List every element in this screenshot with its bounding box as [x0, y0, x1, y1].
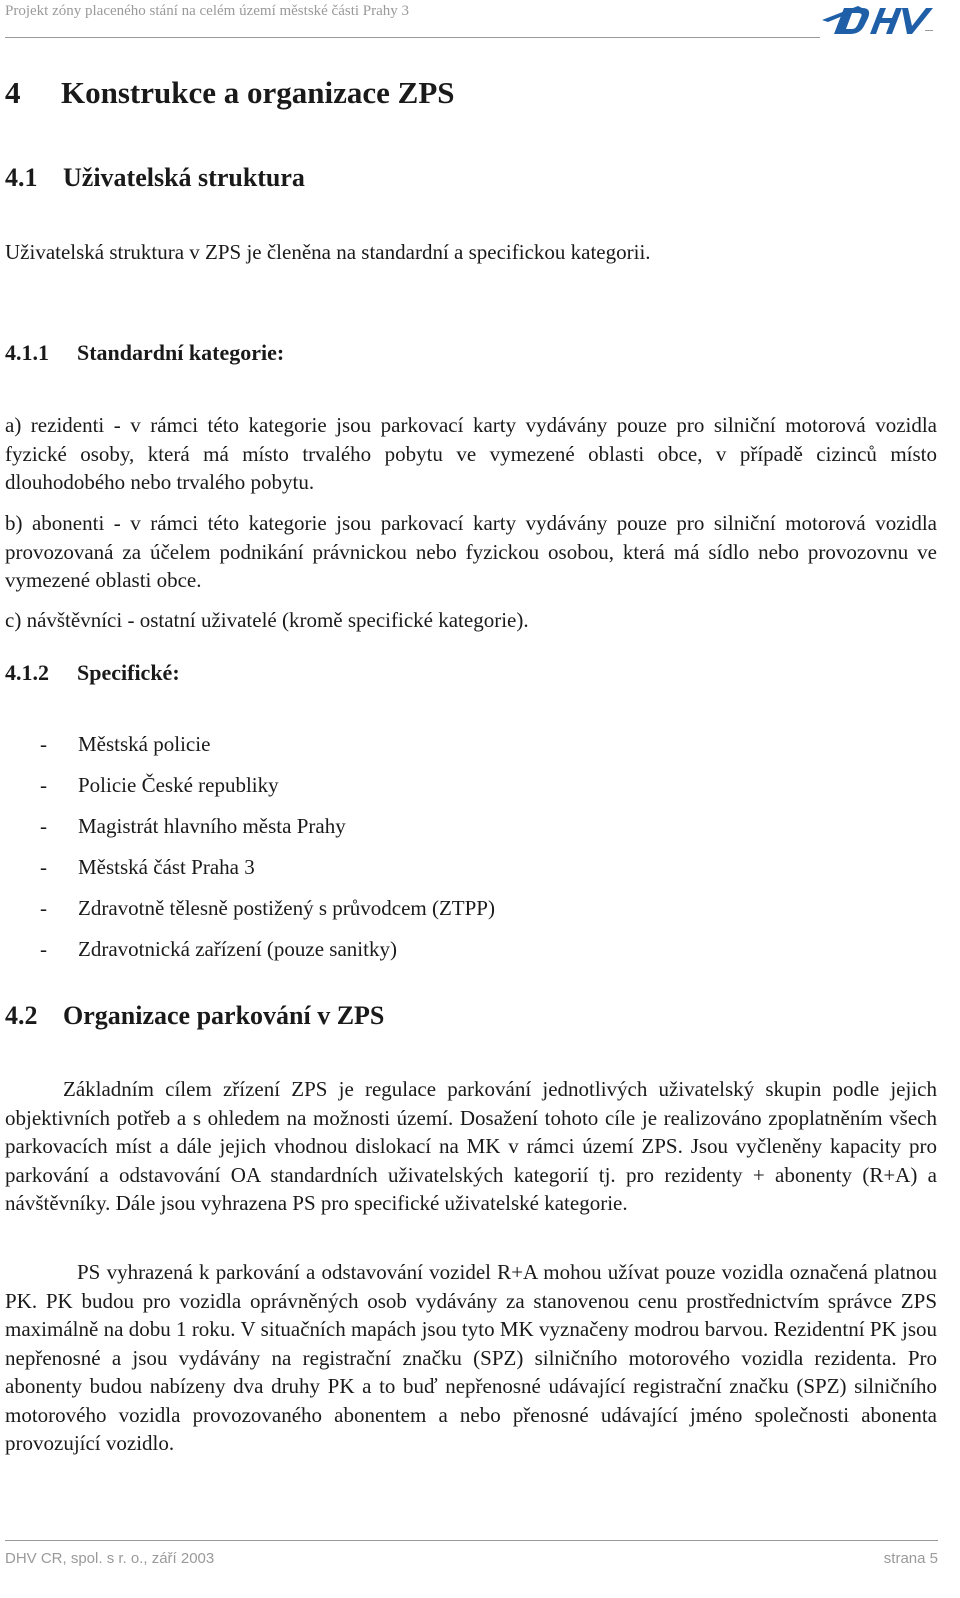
footer-company: DHV CR, spol. s r. o., září 2003: [5, 1550, 215, 1567]
footer-divider: [5, 1540, 938, 1541]
list-item-text: Městská policie: [78, 732, 211, 756]
paragraph-residents: a) rezidenti - v rámci této kategorie jsou parkovací karty vydávány pouze pro silniční motorová vozidla fyzické osoby, která má místo trvalého pobytu ve vymezené oblasti obce, v případě cizinců místo dlouhodobého nebo trvalého pobytu.: [5, 413, 937, 494]
dhv-logo-icon: [818, 0, 936, 38]
list-item-text: Zdravotně tělesně postižený s průvodcem (ZTPP): [78, 896, 495, 920]
list-item: - Zdravotnická zařízení (pouze sanitky): [40, 937, 397, 961]
page-number: strana 5: [883, 1550, 938, 1567]
list-item: - Městská policie: [40, 732, 211, 756]
running-header: Projekt zóny placeného stání na celém území městské části Prahy 3: [5, 3, 410, 19]
section-heading-4-2: [5, 1001, 384, 1031]
chapter-title: Konstrukce a organizace ZPS: [61, 75, 455, 110]
section-number: 4.2: [5, 1001, 38, 1030]
list-item: - Magistrát hlavního města Prahy: [40, 814, 346, 838]
paragraph-subscribers: b) abonenti - v rámci této kategorie jsou parkovací karty vydávány pouze pro silniční motorová vozidla provozovaná za účelem podnikání právnickou nebo fyzickou osobou, která má sídlo nebo provozovnu ve vymezené oblasti obce.: [5, 511, 937, 592]
chapter-number: 4: [5, 75, 21, 110]
subsection-number: 4.1.1: [5, 340, 49, 365]
list-item-text: Magistrát hlavního města Prahy: [78, 814, 346, 838]
section-title: Uživatelská struktura: [63, 163, 305, 192]
list-item-text: Policie České republiky: [78, 773, 279, 797]
chapter-heading: [5, 75, 455, 111]
list-item-text: Městská část Praha 3: [78, 855, 255, 879]
section-number: 4.1: [5, 163, 38, 192]
list-item: - Městská část Praha 3: [40, 855, 255, 879]
intro-paragraph: Uživatelská struktura v ZPS je členěna na standardní a specifickou kategorii.: [5, 240, 651, 264]
subsection-number: 4.1.2: [5, 660, 49, 685]
subsection-title: Specifické:: [77, 660, 180, 685]
paragraph-reserved-spaces: PS vyhrazená k parkování a odstavování vozidel R+A mohou užívat pouze vozidla označená platnou PK. PK budou pro vozidla oprávněných osob vydávány za stanovenou cenu prostřednictvím správce ZPS maximálně na dobu 1 roku. V situačních mapách jsou tyto MK vyznačeny modrou barvou. Rezidentní PK jsou nepřenosné a jsou vydávány na registrační značku (SPZ) silničního motorového vozidla rezidenta. Pro abonenty budou nabízeny dva druhy PK a to buď nepřenosné udávající registrační značku (SPZ) silničního motorového vozidla provozovaného abonentem a nebo přenosné udávající jméno společnosti abonenta provozující vozidlo.: [5, 1260, 937, 1455]
section-title: Organizace parkování v ZPS: [63, 1001, 385, 1030]
list-item: - Zdravotně tělesně postižený s průvodcem (ZTPP): [40, 896, 495, 920]
paragraph-organization-goal: Základním cílem zřízení ZPS je regulace parkování jednotlivých uživatelský skupin podle jejich objektivních potřeb a s ohledem na možnosti území. Dosažení tohoto cíle je realizováno zpoplatněním všech parkovacích míst a dále jejich vhodnou dislokací na MK v rámci území ZPS. Jsou vyčleněny kapacity pro parkování a odstavování OA standardních uživatelských kategorií tj. pro rezidenty + abonenty (R+A) a návštěvníky. Dále jsou vyhrazena PS pro specifické uživatelské kategorie.: [5, 1077, 937, 1215]
logo-mark: [822, 6, 933, 34]
logo-underline: [925, 30, 933, 31]
subsection-heading-4-1-2: [5, 660, 180, 686]
subsection-title: Standardní kategorie:: [77, 340, 285, 365]
specific-categories-list: [5, 729, 495, 975]
header-divider: [5, 37, 820, 38]
paragraph-visitors: c) návštěvníci - ostatní uživatelé (kromě specifické kategorie).: [5, 608, 529, 632]
subsection-heading-4-1-1: [5, 340, 284, 366]
list-item-text: Zdravotnická zařízení (pouze sanitky): [78, 937, 397, 961]
list-item: - Policie České republiky: [40, 773, 279, 797]
section-heading-4-1: [5, 163, 305, 193]
